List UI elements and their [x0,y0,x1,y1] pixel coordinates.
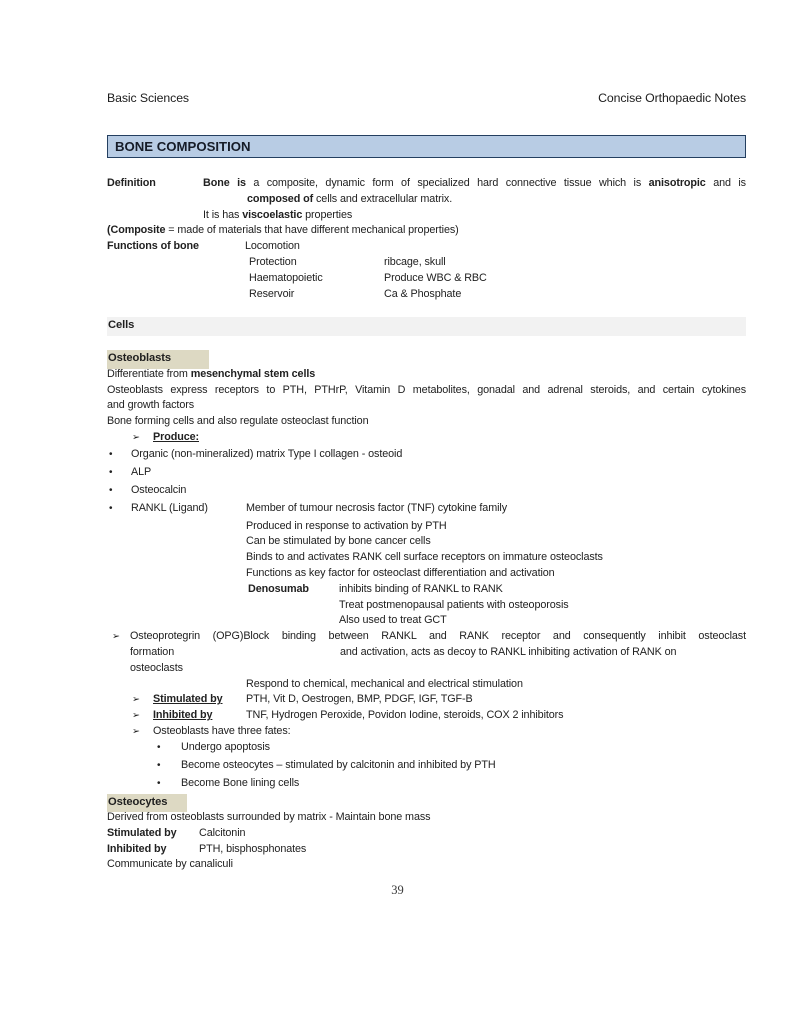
header-left-text: Basic Sciences [107,91,189,105]
receptors-line-2: and growth factors [107,399,195,412]
inhibited-by-value: TNF, Hydrogen Peroxide, Povidon Iodine, steroids, COX 2 inhibitors [246,709,564,722]
functions-row [107,271,746,287]
stimulated-by-value: Calcitonin [199,826,246,839]
definition-line-2: composed of cells and extracellular matrix. [247,192,453,205]
fates-label: Osteoblasts have three fates: [153,724,291,737]
inhibited-by-label: Inhibited by [153,709,213,722]
bone-forming-line: Bone forming cells and also regulate osteoclast function [107,415,369,428]
fates-label-row [107,724,746,740]
bullet-icon: • [157,777,161,789]
inhibited-by-label: Inhibited by [107,842,167,855]
fate-item: • Become Bone lining cells [107,776,746,794]
list-item [107,465,746,483]
page-number: 39 [391,883,404,897]
opg-row-3: osteoclasts [130,661,183,674]
bullet-text: Organic (non-mineralized) matrix Type I collagen - osteoid [131,447,403,460]
osteocytes-heading-row [107,794,746,810]
function-name: Haematopoietic [249,271,323,284]
function-name: Reservoir [249,287,295,300]
denosumab-label: Denosumab [248,582,309,595]
functions-row [107,255,746,271]
stimulated-by-label: Stimulated by [153,693,223,706]
rankl-detail: Member of tumour necrosis factor (TNF) cytokine family [246,501,507,514]
receptors-line-1: Osteoblasts express receptors to PTH, PTHrP, Vitamin D metabolites, gonadal and adrenal steroids, and certain cytokines [107,383,746,396]
function-detail: Produce WBC & RBC [384,271,487,284]
definition-label: Definition [107,177,156,189]
respond-row: Respond to chemical, mechanical and electrical stimulation [246,677,523,690]
osteocytes-communicate-row: Communicate by canaliculi [107,858,233,871]
bullet-icon: • [109,502,113,514]
functions-row [107,239,746,255]
rankl-detail-row: Binds to and activates RANK cell surface receptors on immature osteoclasts [246,551,603,564]
stimulated-by-value: PTH, Vit D, Oestrogen, BMP, PDGF, IGF, TGF-B [246,693,473,706]
arrow-icon: ➢ [112,631,120,643]
rankl-detail-row: Produced in response to activation by PTH [246,519,447,532]
osteocytes-heading: Osteocytes [107,794,187,812]
definition-line-3: It is has viscoelastic properties [203,208,353,221]
produce-label: Produce: [153,430,199,443]
functions-label: Functions of bone [107,240,199,253]
denosumab-detail-row: Treat postmenopausal patients with osteoporosis [339,598,569,611]
arrow-icon: ➢ [132,694,140,706]
list-item [107,483,746,501]
definition-row-2 [107,192,746,208]
rankl-detail-row: Functions as key factor for osteoclast differentiation and activation [246,566,555,579]
denosumab-detail-row: Also used to treat GCT [339,614,447,627]
header-right-text: Concise Orthopaedic Notes [598,91,746,105]
definition-line-1: Bone is a composite, dynamic form of specialized hard connective tissue which is anisotropic and is [203,177,746,189]
bullet-text: ALP [131,465,152,478]
osteocytes-stimulated-row [107,826,746,842]
bullet-icon: • [109,466,113,478]
section-title: BONE COMPOSITION [115,139,251,154]
definition-row-1 [107,176,746,192]
osteoblasts-heading: Osteoblasts [107,350,209,368]
arrow-icon: ➢ [132,710,140,722]
differentiate-line: Differentiate from mesenchymal stem cells [107,367,316,380]
bullet-icon: • [157,759,161,771]
opg-row-2: formation and activation, acts as decoy to RANKL inhibiting activation of RANK on [130,645,677,658]
opg-row-1: ➢ Osteoprotegrin (OPG)Block binding between RANKL and RANK receptor and consequently inhibit osteoclast [107,629,746,645]
cells-section-label: Cells [108,319,135,332]
function-detail: ribcage, skull [384,255,446,268]
produce-row [107,430,746,447]
bullet-icon: • [109,448,113,460]
stimulated-by-row [107,692,746,708]
stimulated-by-label: Stimulated by [107,826,177,839]
functions-row [107,287,746,303]
denosumab-row: Denosumab inhibits binding of RANKL to RANK [107,582,746,598]
arrow-icon: ➢ [132,431,140,443]
function-name: Locomotion [245,240,300,253]
bullet-icon: • [109,484,113,496]
osteocytes-derived-row: Derived from osteoblasts surrounded by matrix - Maintain bone mass [107,811,431,824]
list-item [107,447,746,465]
osteocytes-inhibited-row [107,842,746,858]
composite-note: (Composite = made of materials that have different mechanical properties) [107,224,459,237]
fate-item: • Become osteocytes – stimulated by calcitonin and inhibited by PTH [107,758,746,776]
function-detail: Ca & Phosphate [384,287,462,300]
inhibited-by-value: PTH, bisphosphonates [199,842,307,855]
section-title-bar [107,135,746,158]
definition-row-3 [107,208,746,224]
function-name: Protection [249,255,297,268]
rankl-row [107,501,746,519]
osteoblasts-heading-row [107,350,746,366]
page-content [107,176,746,873]
page-header [107,90,746,106]
bullet-text: Osteocalcin [131,483,187,496]
rankl-name: RANKL (Ligand) [131,501,208,514]
cells-section-bar [107,317,746,336]
bullet-icon: • [157,741,161,753]
fate-item: • Undergo apoptosis [107,740,746,758]
rankl-detail-row: Can be stimulated by bone cancer cells [246,535,431,548]
inhibited-by-row [107,708,746,724]
arrow-icon: ➢ [132,725,140,737]
